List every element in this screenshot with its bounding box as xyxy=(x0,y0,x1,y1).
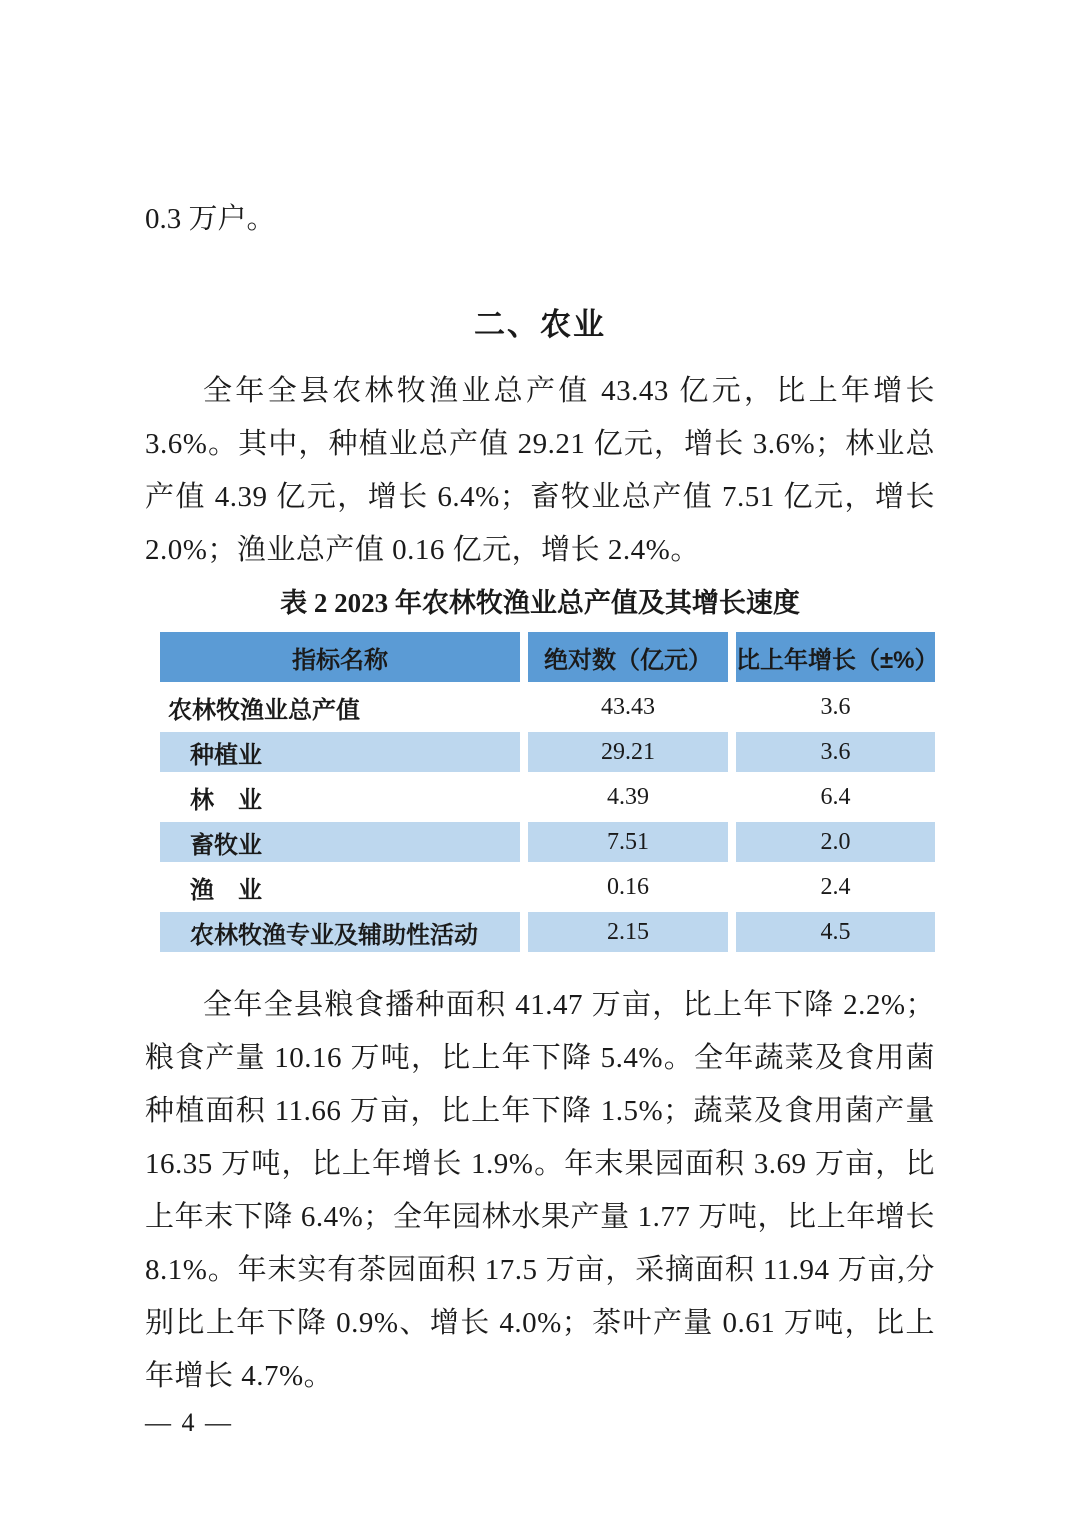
absolute-value-cell: 29.21 xyxy=(528,732,728,772)
table-row xyxy=(160,912,935,952)
column-header-indicator: 指标名称 xyxy=(160,632,520,682)
column-header-growth-rate: 比上年增长（±%） xyxy=(736,632,935,682)
indicator-cell: 农林牧渔业总产值 xyxy=(168,696,360,724)
indicator-cell: 渔 业 xyxy=(190,876,262,904)
table-row xyxy=(160,687,935,727)
statistics-table xyxy=(160,632,939,952)
table-body xyxy=(160,687,935,952)
indicator-cell: 畜牧业 xyxy=(160,822,520,862)
growth-rate-cell: 3.6 xyxy=(736,732,935,772)
absolute-value-cell: 4.39 xyxy=(607,783,649,810)
table-row xyxy=(160,777,935,817)
absolute-value-cell: 43.43 xyxy=(601,693,655,720)
growth-rate-cell: 2.4 xyxy=(820,873,851,900)
section-heading: 二、农业 xyxy=(474,307,606,342)
indicator-cell: 农林牧渔专业及辅助性活动 xyxy=(160,912,520,952)
growth-rate-cell: 6.4 xyxy=(820,783,851,810)
table-row xyxy=(160,822,935,862)
table-title: 表 2 2023 年农林牧渔业总产值及其增长速度 xyxy=(280,588,800,618)
page-number: — 4 — xyxy=(145,1408,233,1437)
page-content xyxy=(145,0,939,1403)
carryover-paragraph: 0.3 万户。 xyxy=(145,203,276,235)
paragraph-agriculture-output: 全年全县农林牧渔业总产值 43.43 亿元，比上年增长 3.6%。其中，种植业总产值 29.21 亿元，增长 3.6%；林业总产值 4.39 亿元，增长 6.4%；畜牧业总产值 7.51 亿元，增长 2.0%；渔业总产值 0.16 亿元，增长 2.4%。 xyxy=(145,375,935,566)
indicator-cell: 林 业 xyxy=(190,786,262,814)
absolute-value-cell: 0.16 xyxy=(607,873,649,900)
growth-rate-cell: 3.6 xyxy=(820,693,851,720)
table-header-row xyxy=(160,632,939,682)
table-row xyxy=(160,867,935,907)
absolute-value-cell: 2.15 xyxy=(528,912,728,952)
column-header-absolute-value: 绝对数（亿元） xyxy=(528,632,728,682)
growth-rate-cell: 2.0 xyxy=(736,822,935,862)
indicator-cell: 种植业 xyxy=(160,732,520,772)
paragraph-crops-output: 全年全县粮食播种面积 41.47 万亩，比上年下降 2.2%；粮食产量 10.16 万吨，比上年下降 5.4%。全年蔬菜及食用菌种植面积 11.66 万亩，比上年下降 1.5%；蔬菜及食用菌产量 16.35 万吨，比上年增长 1.9%。年末果园面积 3.69 万亩，比上年末下降 6.4%；全年园林水果产量 1.77 万吨，比上年增长 8.1%。年末实有茶园面积 17.5 万亩，采摘面积 11.94 万亩,分别比上年下降 0.9%、增长 4.0%；茶叶产量 0.61 万吨，比上年增长 4.7%。 xyxy=(145,989,935,1392)
absolute-value-cell: 7.51 xyxy=(528,822,728,862)
table-row xyxy=(160,732,935,772)
growth-rate-cell: 4.5 xyxy=(736,912,935,952)
